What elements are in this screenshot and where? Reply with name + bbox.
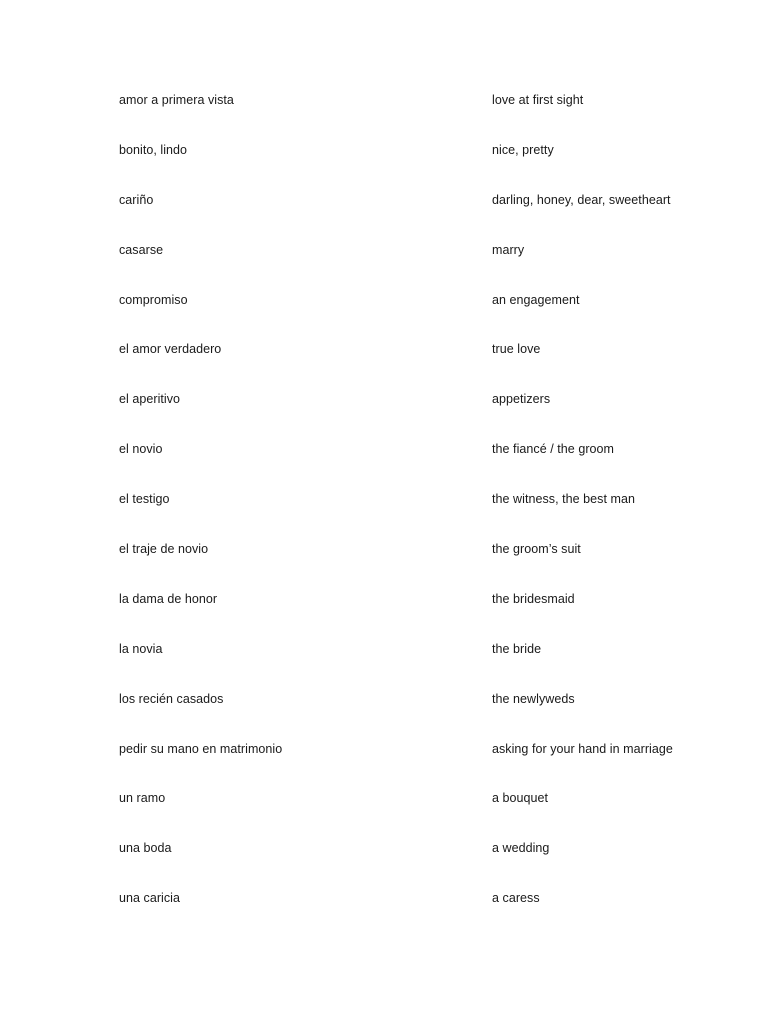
vocab-row bbox=[119, 339, 719, 389]
spanish-term: casarse bbox=[119, 242, 164, 257]
spanish-term: el testigo bbox=[119, 492, 170, 507]
spanish-term: la dama de honor bbox=[119, 591, 218, 606]
vocab-row bbox=[119, 290, 719, 340]
english-translation: darling, honey, dear, sweetheart bbox=[492, 192, 671, 207]
english-translation: asking for your hand in marriage bbox=[492, 741, 673, 756]
spanish-term: compromiso bbox=[119, 292, 188, 307]
vocab-row bbox=[119, 639, 719, 689]
spanish-term: el aperitivo bbox=[119, 392, 181, 407]
vocabulary-list bbox=[119, 90, 719, 938]
spanish-term: bonito, lindo bbox=[119, 142, 188, 157]
vocab-row bbox=[119, 539, 719, 589]
spanish-term: pedir su mano en matrimonio bbox=[119, 741, 283, 756]
english-translation: a caress bbox=[492, 891, 540, 906]
vocab-row bbox=[119, 689, 719, 739]
spanish-term: el traje de novio bbox=[119, 541, 209, 556]
vocab-row bbox=[119, 140, 719, 190]
vocab-row bbox=[119, 838, 719, 888]
english-translation: a bouquet bbox=[492, 791, 549, 806]
english-translation: nice, pretty bbox=[492, 142, 554, 157]
english-translation: the newlyweds bbox=[492, 691, 575, 706]
spanish-term: una caricia bbox=[119, 891, 180, 906]
spanish-term: una boda bbox=[119, 841, 172, 856]
vocab-row bbox=[119, 888, 719, 938]
vocab-row bbox=[119, 788, 719, 838]
spanish-term: cariño bbox=[119, 192, 154, 207]
english-translation: the groom’s suit bbox=[492, 541, 581, 556]
spanish-term: el novio bbox=[119, 442, 163, 457]
english-translation: an engagement bbox=[492, 292, 580, 307]
vocab-row bbox=[119, 389, 719, 439]
spanish-term: un ramo bbox=[119, 791, 166, 806]
english-translation: the bride bbox=[492, 641, 542, 656]
spanish-term: el amor verdadero bbox=[119, 342, 222, 357]
vocab-row bbox=[119, 439, 719, 489]
english-translation: marry bbox=[492, 242, 525, 257]
spanish-term: los recién casados bbox=[119, 691, 224, 706]
english-translation: true love bbox=[492, 342, 541, 357]
spanish-term: amor a primera vista bbox=[119, 92, 234, 107]
english-translation: a wedding bbox=[492, 841, 550, 856]
vocab-row bbox=[119, 90, 719, 140]
english-translation: the fiancé / the groom bbox=[492, 442, 615, 457]
vocab-row bbox=[119, 190, 719, 240]
english-translation: the witness, the best man bbox=[492, 492, 635, 507]
english-translation: the bridesmaid bbox=[492, 591, 575, 606]
vocab-row bbox=[119, 739, 719, 789]
english-translation: love at first sight bbox=[492, 92, 584, 107]
vocab-row bbox=[119, 589, 719, 639]
spanish-term: la novia bbox=[119, 641, 163, 656]
vocab-row bbox=[119, 489, 719, 539]
english-translation: appetizers bbox=[492, 392, 551, 407]
vocab-row bbox=[119, 240, 719, 290]
